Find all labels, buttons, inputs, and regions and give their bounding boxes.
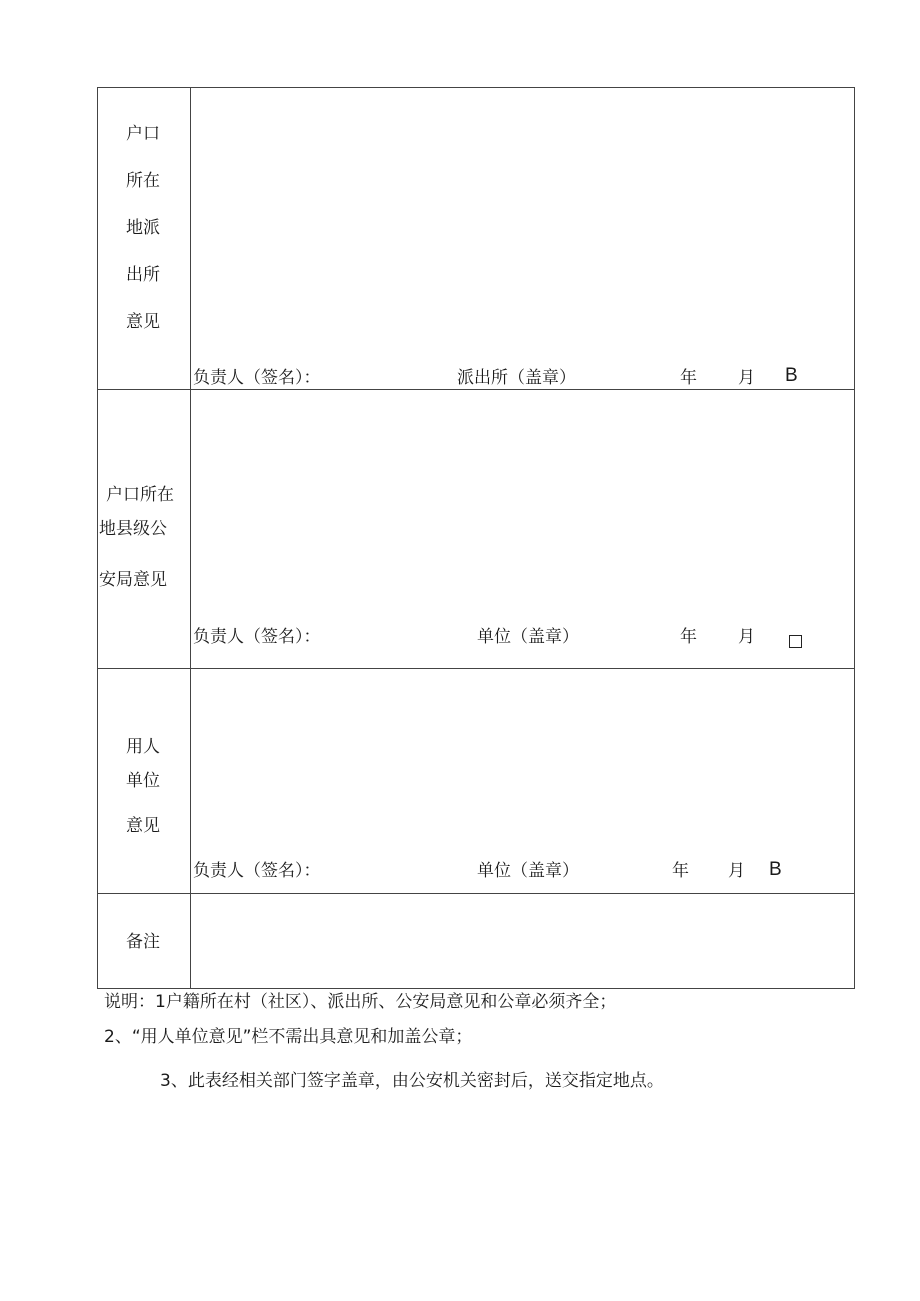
row1-label-line: 出所	[126, 265, 160, 285]
row1-label-line: 所在	[126, 171, 160, 191]
note-line: 3、此表经相关部门签字盖章，由公安机关密封后，送交指定地点。	[160, 1071, 664, 1091]
row3-label-line: 意见	[126, 816, 160, 836]
row2-signer-label: 负责人（签名）：	[193, 627, 321, 647]
column-divider	[190, 87, 191, 989]
row1-label-line: 地派	[126, 218, 160, 238]
row-divider	[97, 389, 855, 390]
row-divider	[97, 893, 855, 894]
note-line: 说明：1户籍所在村（社区）、派出所、公安局意见和公章必须齐全；	[104, 992, 617, 1012]
row-divider	[97, 668, 855, 669]
row1-year-label: 年	[680, 368, 697, 388]
row1-label-line: 意见	[126, 312, 160, 332]
row2-label-line: 地县级公	[99, 519, 167, 539]
row1-label-line: 户口	[126, 124, 160, 144]
row1-month-label: 月	[738, 368, 755, 388]
row2-seal-label: 单位（盖章）	[477, 627, 579, 647]
row1-signer-label: 负责人（签名）：	[193, 368, 321, 388]
row2-label-line: 安局意见	[99, 570, 167, 590]
row2-year-label: 年	[680, 627, 697, 647]
note-line: 2、“用人单位意见”栏不需出具意见和加盖公章；	[104, 1027, 473, 1047]
row3-seal-label: 单位（盖章）	[477, 861, 579, 881]
row2-month-label: 月	[738, 627, 755, 647]
row1-seal-label: 派出所（盖章）	[457, 368, 576, 388]
row3-month-label: 月	[728, 861, 745, 881]
row2-label-line: 户口所在	[106, 485, 174, 505]
row3-signer-label: 负责人（签名）：	[193, 861, 321, 881]
empty-square-icon	[789, 635, 802, 648]
form-table	[97, 87, 855, 989]
row3-day-label: B	[769, 859, 782, 880]
row3-year-label: 年	[672, 861, 689, 881]
row3-label-line: 用人	[126, 737, 160, 757]
row1-day-label: B	[785, 365, 798, 386]
row3-label-line: 单位	[126, 771, 160, 791]
row4-label: 备注	[126, 932, 160, 952]
